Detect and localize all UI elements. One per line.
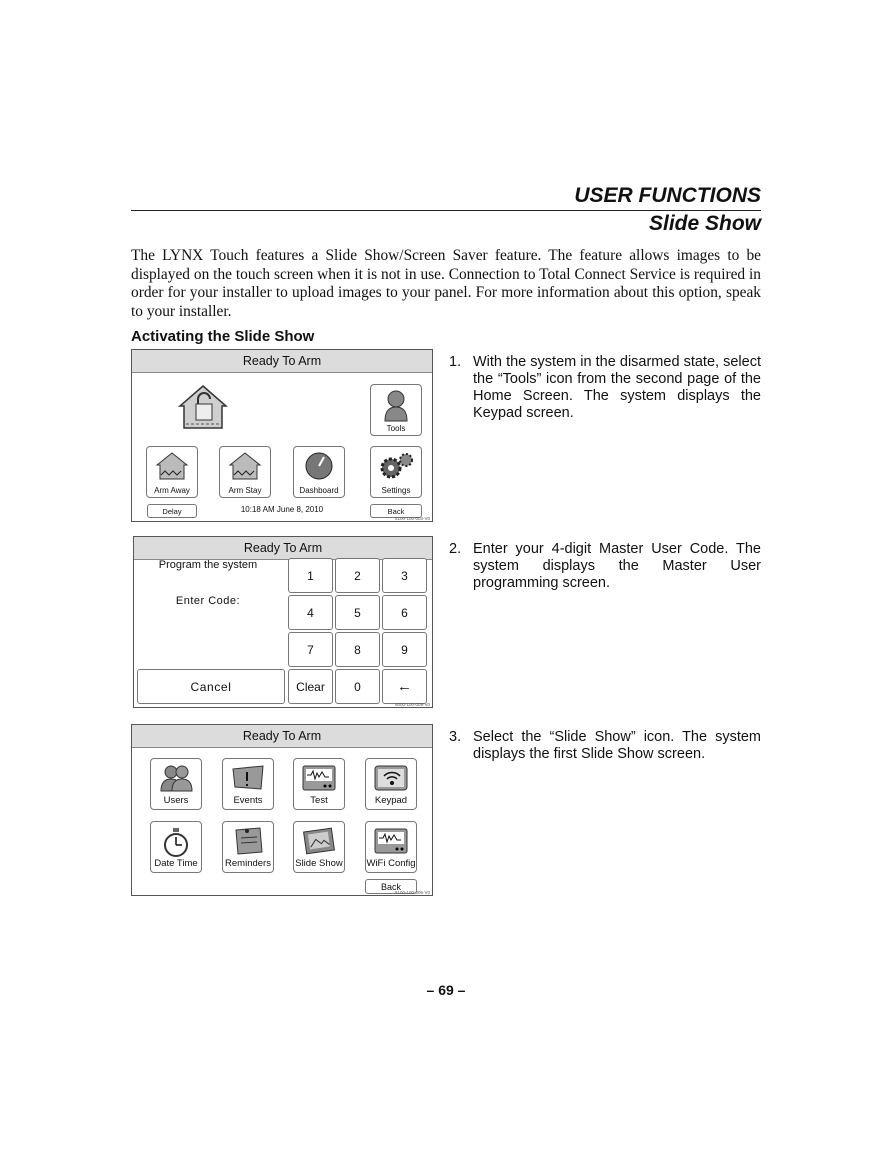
- key-0[interactable]: 0: [335, 669, 380, 704]
- step-text: With the system in the disarmed state, select the “Tools” icon from the second page of the Home Screen. The system displays the Keypad screen.: [473, 354, 761, 421]
- subheading: Activating the Slide Show: [131, 328, 315, 345]
- users-button[interactable]: [150, 758, 202, 810]
- wifi-config-icon: [373, 826, 409, 861]
- step-text: Select the “Slide Show” icon. The system displays the first Slide Show screen.: [473, 729, 761, 762]
- gear-icon: [377, 451, 415, 486]
- reminders-label: Reminders: [225, 858, 271, 869]
- users-label: Users: [163, 795, 189, 806]
- header-rule: [131, 210, 761, 211]
- settings-button[interactable]: [370, 446, 422, 498]
- disarmed-house-icon: [178, 384, 228, 435]
- figure-code: 5100-100-003-V0: [394, 516, 430, 521]
- keypad-button[interactable]: [365, 758, 417, 810]
- settings-label: Settings: [381, 486, 411, 495]
- date-time: 10:18 AM June 8, 2010: [240, 505, 324, 514]
- arm-away-button[interactable]: [146, 446, 198, 498]
- key-2[interactable]: 2: [335, 558, 380, 593]
- step-text: Enter your 4-digit Master User Code. The system displays the Master User programming screen.: [473, 541, 761, 591]
- step-number: 1.: [449, 354, 462, 370]
- house-icon: [228, 451, 262, 486]
- key-1[interactable]: 1: [288, 558, 333, 593]
- back-button[interactable]: Back: [365, 879, 417, 894]
- test-icon: [301, 763, 337, 798]
- step-number: 2.: [449, 541, 462, 557]
- back-button[interactable]: Back: [370, 504, 422, 518]
- status-bar: Ready To Arm: [132, 725, 432, 748]
- section-heading: USER FUNCTIONS: [574, 184, 761, 207]
- page-title: Slide Show: [648, 212, 761, 235]
- events-icon: [230, 763, 266, 798]
- arm-stay-label: Arm Stay: [228, 486, 262, 495]
- wifi-keypad-icon: [373, 763, 409, 798]
- test-label: Test: [310, 795, 328, 806]
- key-9[interactable]: 9: [382, 632, 427, 667]
- note-icon: [231, 826, 265, 861]
- key-4[interactable]: 4: [288, 595, 333, 630]
- dashboard-label: Dashboard: [299, 486, 339, 495]
- tools-button[interactable]: [370, 384, 422, 436]
- person-icon: [383, 389, 409, 428]
- keypad-label: Keypad: [374, 795, 408, 806]
- clear-key[interactable]: Clear: [288, 669, 333, 704]
- events-button[interactable]: [222, 758, 274, 810]
- slide-show-button[interactable]: [293, 821, 345, 873]
- wifi-config-label: WiFi Config: [366, 858, 416, 869]
- status-bar: Ready To Arm: [134, 537, 432, 560]
- gauge-icon: [304, 451, 334, 486]
- figure-code: 5000-100-009-V0: [394, 702, 430, 707]
- master-user-screen-figure: [131, 724, 433, 896]
- step-number: 3.: [449, 729, 462, 745]
- cancel-button[interactable]: Cancel: [137, 669, 285, 704]
- key-3[interactable]: 3: [382, 558, 427, 593]
- delay-button[interactable]: Delay: [147, 504, 197, 518]
- enter-code-label: Enter Code:: [175, 595, 241, 607]
- key-7[interactable]: 7: [288, 632, 333, 667]
- house-icon: [155, 451, 189, 486]
- keypad-screen-figure: [133, 536, 433, 708]
- date-time-label: Date Time: [154, 858, 198, 869]
- slide-show-label: Slide Show: [295, 858, 343, 869]
- backspace-key[interactable]: ←: [382, 669, 427, 704]
- arm-stay-button[interactable]: [219, 446, 271, 498]
- arm-away-label: Arm Away: [154, 486, 190, 495]
- figure-code: 5100-100-006-V0: [394, 890, 430, 895]
- tools-label: Tools: [386, 424, 406, 433]
- test-button[interactable]: [293, 758, 345, 810]
- intro-paragraph: The LYNX Touch features a Slide Show/Screen Saver feature. The feature allows images to be displayed on the touch screen when it is not in use. Connection to Total Connect Service is required in order for your installer to upload images to your panel. For more information about this option, speak to your installer.: [131, 247, 761, 320]
- page-number: – 69 –: [426, 982, 466, 998]
- reminders-button[interactable]: [222, 821, 274, 873]
- keypad-prompt: Program the system: [158, 559, 258, 571]
- picture-icon: [302, 826, 336, 861]
- events-label: Events: [233, 795, 263, 806]
- home-screen-figure: [131, 349, 433, 522]
- key-6[interactable]: 6: [382, 595, 427, 630]
- users-icon: [159, 763, 193, 798]
- key-5[interactable]: 5: [335, 595, 380, 630]
- key-8[interactable]: 8: [335, 632, 380, 667]
- dashboard-button[interactable]: [293, 446, 345, 498]
- status-bar: Ready To Arm: [132, 350, 432, 373]
- date-time-button[interactable]: [150, 821, 202, 873]
- wifi-config-button[interactable]: [365, 821, 417, 873]
